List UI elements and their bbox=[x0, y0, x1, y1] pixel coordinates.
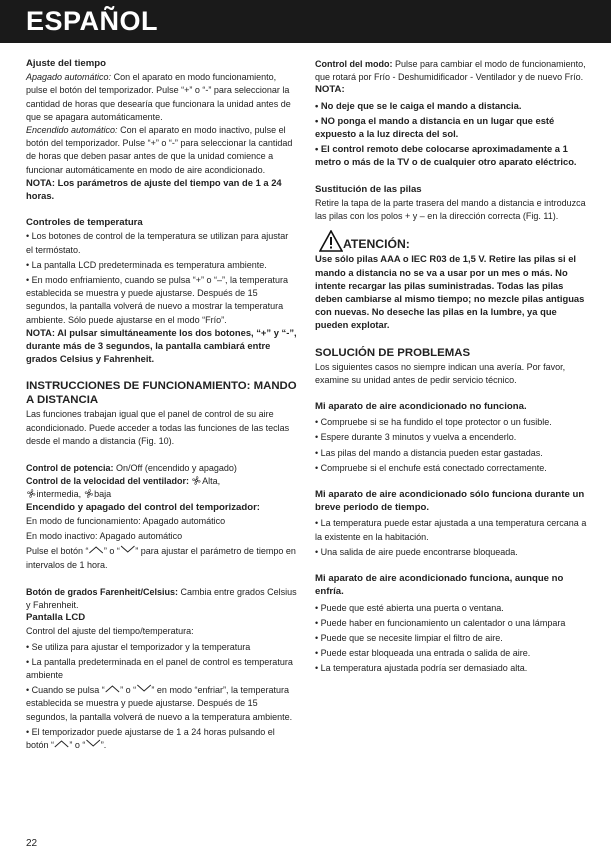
mode-note-item: • No deje que se le caiga el mando a distancia. bbox=[315, 99, 522, 111]
timer-line: En modo de funcionamiento: Apagado automático bbox=[26, 514, 226, 526]
time-note: NOTA: Los parámetros de ajuste del tiempo van de 1 a 24 horas. bbox=[26, 176, 282, 202]
problem-bullet: • Compruebe si se ha fundido el tope protector o un fusible. bbox=[315, 416, 552, 428]
batteries-text: Retire la tapa de la parte trasera del mando a distancia e introduzca las pilas con los polos + y – en la dirección correcta (Fig. 11). bbox=[315, 196, 586, 222]
problem-bullet: • Puede que se necesite limpiar el filtro de aire. bbox=[315, 631, 503, 643]
lcd-text-c: ”. bbox=[100, 738, 107, 750]
degrees-label: Botón de grados Farenheit/Celsius: bbox=[26, 585, 179, 597]
arrow-up-icon bbox=[54, 739, 69, 748]
fan-paragraph bbox=[26, 474, 298, 500]
trouble-heading: SOLUCIÓN DE PROBLEMAS bbox=[315, 346, 471, 359]
temp-note: NOTA: Al pulsar simultáneamente los dos botones, “+” y “-”, durante más de 3 segundos, la pantalla cambiará entre grados Celsius y Fahrenheit. bbox=[26, 326, 297, 365]
mode-label: Control del modo: bbox=[315, 58, 393, 69]
left-column bbox=[26, 57, 298, 751]
lcd-heading: Pantalla LCD bbox=[26, 612, 86, 624]
time-on-paragraph bbox=[26, 123, 298, 176]
fan-medium: intermedia, bbox=[36, 488, 82, 500]
page-number: 22 bbox=[26, 838, 38, 849]
problem-bullet: • Las pilas del mando a distancia pueden estar gastadas. bbox=[315, 446, 543, 458]
problem-heading: Mi aparato de aire acondicionado no funciona. bbox=[315, 401, 527, 413]
time-off-label: Apagado automático: bbox=[26, 71, 112, 83]
lcd-bullet: • Se utiliza para ajustar el temporizador y la temperatura bbox=[26, 640, 251, 652]
mode-note-item: • NO ponga el mando a distancia en un lugar que esté expuesto a la luz directa del sol. bbox=[315, 114, 555, 140]
lcd-bullet: • La pantalla predeterminada en el panel de control es temperatura ambiente bbox=[26, 655, 293, 680]
remote-text: Las funciones trabajan igual que el panel de control de su aire acondicionado. Puede acceder a todas las funciones de las teclas desde el mando a distancia (Fig. 10). bbox=[26, 408, 290, 446]
problem-heading: Mi aparato de aire acondicionado funciona, aunque no enfría. bbox=[315, 573, 564, 598]
attention-label: ATENCIÓN: bbox=[343, 237, 410, 252]
timer-text-b: ” o “ bbox=[103, 545, 120, 557]
trouble-intro: Los siguientes casos no siempre indican una avería. Por favor, examine su unidad antes de pedir servicio técnico. bbox=[315, 360, 566, 385]
arrow-up-icon bbox=[105, 684, 120, 693]
warning-triangle-icon bbox=[319, 230, 343, 252]
problem-bullet: • Puede haber en funcionamiento un calentador o una lámpara bbox=[315, 616, 566, 628]
temp-bullet: • En modo enfriamiento, cuando se pulsa “+” o “–”, la temperatura establecida se muestra y puede ajustarse. Después de 15 segundos, la pantalla volverá de nuevo a mostrar la temperatura ambiente. Sólo puede ajustarse en el modo “Frío”. bbox=[26, 274, 289, 325]
problem-bullet: • La temperatura puede estar ajustada a una temperatura cercana a la existente en la habitación. bbox=[315, 517, 587, 542]
mode-note-label: NOTA: bbox=[315, 84, 345, 96]
power-paragraph bbox=[26, 461, 298, 474]
lcd-line: Control del ajuste del tiempo/temperatura: bbox=[26, 625, 194, 637]
problem-bullet: • Puede estar bloqueada una entrada o salida de aire. bbox=[315, 647, 531, 659]
problem-bullet: • La temperatura ajustada podría ser demasiado alta. bbox=[315, 662, 528, 674]
time-on-text: Con el aparato en modo inactivo, pulse el botón del temporizador. Pulse “+” o “-” para seleccionar la cantidad de horas que deben pasar antes de que la unidad comience a funcionar automáticamente en modo de aire acondicionado. bbox=[26, 124, 293, 175]
mode-paragraph bbox=[315, 57, 587, 83]
temp-bullet: • Los botones de control de la temperatura se utilizan para ajustar el termóstato. bbox=[26, 230, 289, 255]
time-off-paragraph bbox=[26, 70, 298, 123]
timer-text-a: Pulse el botón “ bbox=[26, 545, 89, 557]
problem-bullet: • Espere durante 3 minutos y vuelva a encenderlo. bbox=[315, 431, 517, 443]
attention-line bbox=[319, 230, 587, 252]
fan-icon bbox=[26, 488, 37, 499]
timer-line: En modo inactivo: Apagado automático bbox=[26, 530, 183, 542]
temp-heading: Controles de temperatura bbox=[26, 217, 143, 229]
lcd-text-b: ” o “ bbox=[120, 684, 137, 696]
arrow-down-icon bbox=[120, 545, 135, 554]
timer-line bbox=[26, 544, 298, 570]
right-column bbox=[315, 57, 587, 675]
power-label: Control de potencia: bbox=[26, 462, 114, 474]
problem-heading: Mi aparato de aire acondicionado sólo funciona durante un breve periodo de tiempo. bbox=[315, 489, 585, 514]
fan-high: Alta, bbox=[202, 475, 221, 487]
problem-bullet: • Puede que esté abierta una puerta o ventana. bbox=[315, 601, 504, 613]
batteries-warning: Use sólo pilas AAA o IEC R03 de 1,5 V. Retire las pilas si el mando a distancia no se va a usar por un mes o más. No intente recargar las pilas suministradas. Todas las pilas deben cambiarse al mismo tiempo; no mezcle pilas antiguas con nuevas. No deseche las pilas en la lumbre, ya que pueden explotar. bbox=[315, 253, 585, 331]
mode-text: Pulse para cambiar el modo de funcionamiento, que rotará por Frío - Deshumidificador - Ventilador y de nuevo Frío. bbox=[315, 58, 586, 83]
time-off-text: Con el aparato en modo funcionamiento, pulse el botón del temporizador. Pulse “+” o “-” para seleccionar la cantidad de horas que desearía que funcionara la unidad antes de que se apagara automáticamente. bbox=[26, 71, 291, 122]
timer-heading: Encendido y apagado del control del temporizador: bbox=[26, 501, 261, 513]
fan-low: baja bbox=[94, 488, 112, 500]
timer-text-c: ” para ajustar el parámetro de tiempo en intervalos de 1 hora. bbox=[26, 545, 296, 570]
degrees-paragraph bbox=[26, 585, 298, 611]
mode-note-item: • El control remoto debe colocarse aproximadamente a 1 metro o más de la TV o de cualquier otro aparato eléctrico. bbox=[315, 143, 577, 168]
arrow-down-icon bbox=[85, 739, 100, 748]
time-heading: Ajuste del tiempo bbox=[26, 58, 106, 69]
time-on-label: Encendido automático: bbox=[26, 124, 118, 136]
degrees-text: Cambia entre grados Celsius y Fahrenheit. bbox=[26, 585, 297, 610]
lcd-text-a: • Cuando se pulsa “ bbox=[26, 684, 105, 696]
lcd-bullet bbox=[26, 683, 298, 723]
batteries-heading: Sustitución de las pilas bbox=[315, 183, 422, 195]
banner-title: ESPAÑOL bbox=[26, 6, 159, 36]
lcd-text-a: • El temporizador puede ajustarse de 1 a 24 horas pulsando el botón “ bbox=[26, 725, 275, 750]
arrow-down-icon bbox=[136, 684, 151, 693]
lcd-text-b: ” o “ bbox=[69, 738, 86, 750]
lcd-bullet bbox=[26, 725, 298, 751]
lcd-text-c: ” en modo “enfriar”, la temperatura establecida se muestra y puede ajustarse. Después de 15 segundos, la pantalla volverá de nuevo a la temperatura ambiente. bbox=[26, 684, 293, 722]
fan-icon bbox=[192, 475, 203, 486]
power-text: On/Off (encendido y apagado) bbox=[113, 462, 237, 474]
temp-bullet: • La pantalla LCD predeterminada es temperatura ambiente. bbox=[26, 258, 267, 270]
problem-bullet: • Una salida de aire puede encontrarse bloqueada. bbox=[315, 545, 518, 557]
remote-heading: INSTRUCCIONES DE FUNCIONAMIENTO: MANDO A DISTANCIA bbox=[26, 380, 297, 407]
problem-bullet: • Compruebe si el enchufe está conectado correctamente. bbox=[315, 461, 547, 473]
language-banner bbox=[0, 0, 611, 43]
arrow-up-icon bbox=[89, 545, 104, 554]
fan-label: Control de la velocidad del ventilador: bbox=[26, 475, 190, 487]
fan-icon bbox=[84, 488, 95, 499]
